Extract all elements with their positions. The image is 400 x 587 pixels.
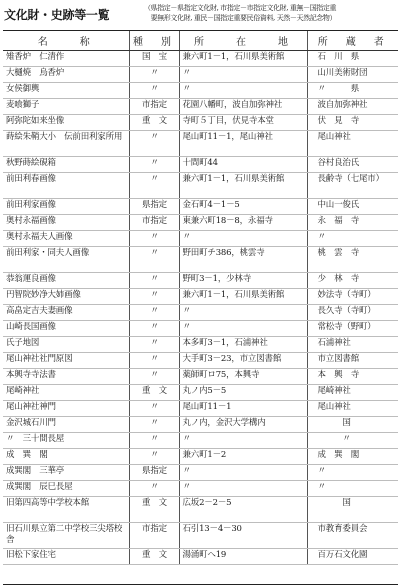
column-header-name: 名 称: [3, 31, 129, 51]
cell-type: 重 文: [129, 549, 179, 565]
table-row: [3, 51, 398, 67]
cell-owner: 尾山神社: [307, 401, 398, 417]
cell-name: 〃 三十間長屋: [3, 433, 129, 449]
cell-type: 県指定: [129, 465, 179, 481]
cell-owner: 常松寺（野町）: [307, 321, 398, 337]
cell-name: 本興寺寺法書: [3, 369, 129, 385]
cell-location: 十間町44: [179, 157, 307, 173]
table-row: [3, 337, 398, 353]
cell-owner: 〃: [307, 231, 398, 247]
page-title: 文化財・史跡等一覧: [4, 8, 110, 22]
column-header-location: 所 在 地: [179, 31, 307, 51]
table-row: [3, 99, 398, 115]
cell-name: 山崎長国画像: [3, 321, 129, 337]
cell-owner: 桃 雲 寺: [307, 247, 398, 273]
cell-type: 〃: [129, 337, 179, 353]
cell-location: 尾山町11－1，尾山神社: [179, 131, 307, 157]
cell-type: 〃: [129, 131, 179, 157]
cell-name: 蒔絵朱鞘大小 伝前田利家所用: [3, 131, 129, 157]
cell-owner: 〃: [307, 433, 398, 449]
cell-name: 尾山神社神門: [3, 401, 129, 417]
cell-type: 〃: [129, 231, 179, 247]
cell-location: 大手町3－23，市立図書館: [179, 353, 307, 369]
cell-type: 市指定: [129, 99, 179, 115]
cell-location: 東兼六町18－8，永福寺: [179, 215, 307, 231]
cell-name: 尾崎神社: [3, 385, 129, 401]
table-row: [3, 369, 398, 385]
table-row: [3, 231, 398, 247]
cell-owner: 伏 見 寺: [307, 115, 398, 131]
cell-location: 〃: [179, 481, 307, 497]
cell-owner: 〃: [307, 481, 398, 497]
cell-location: 尾山町11－1: [179, 401, 307, 417]
table-row: [3, 115, 398, 131]
table-row: [3, 321, 398, 337]
cell-owner: 成 巽 閣: [307, 449, 398, 465]
cell-owner: 本 興 寺: [307, 369, 398, 385]
cell-type: 国 宝: [129, 51, 179, 67]
table-row: [3, 247, 398, 273]
heritage-table: [3, 31, 398, 565]
cell-name: 成巽閣 三華亭: [3, 465, 129, 481]
cell-name: 成 巽 閣: [3, 449, 129, 465]
cell-owner: 〃 県: [307, 83, 398, 99]
table-row: [3, 401, 398, 417]
cell-location: 薬師町ロ75，本興寺: [179, 369, 307, 385]
cell-owner: 山川美術財団: [307, 67, 398, 83]
cell-type: 〃: [129, 353, 179, 369]
cell-owner: 〃: [307, 465, 398, 481]
cell-owner: 国: [307, 417, 398, 433]
table-row: [3, 305, 398, 321]
cell-owner: 百万石文化園: [307, 549, 398, 565]
cell-location: 花園八幡町，波自加弥神社: [179, 99, 307, 115]
table-row: [3, 273, 398, 289]
table-row: [3, 417, 398, 433]
page-header: [4, 3, 398, 29]
table-header-row: [3, 31, 398, 51]
cell-name: 前田利家・同夫人画像: [3, 247, 129, 273]
cell-location: 〃: [179, 433, 307, 449]
cell-type: 〃: [129, 481, 179, 497]
cell-type: 市指定: [129, 523, 179, 549]
cell-name: 旧松下家住宅: [3, 549, 129, 565]
cell-name: 円智院妙净大姉画像: [3, 289, 129, 305]
table-body: [3, 51, 398, 565]
cell-name: 奥村永福画像: [3, 215, 129, 231]
cell-owner: 国: [307, 497, 398, 523]
cell-owner: 石 川 県: [307, 51, 398, 67]
table-row: [3, 497, 398, 523]
cell-location: 〃: [179, 231, 307, 247]
legend-note-line: 要無形文化財, 重民－国指定重要民俗資料, 天然－天然記念物）: [144, 14, 337, 22]
table-row: [3, 157, 398, 173]
table-row: [3, 449, 398, 465]
table-row: [3, 67, 398, 83]
cell-type: 市指定: [129, 215, 179, 231]
table-row: [3, 289, 398, 305]
cell-owner: 長久寺（寺町）: [307, 305, 398, 321]
cell-type: 〃: [129, 67, 179, 83]
cell-name: 高畠定吉夫妻画像: [3, 305, 129, 321]
cell-location: 金石町4－1－5: [179, 199, 307, 215]
cell-type: 〃: [129, 83, 179, 99]
cell-type: 〃: [129, 247, 179, 273]
cell-location: 広坂2－2－5: [179, 497, 307, 523]
table-row: [3, 83, 398, 99]
table-row: [3, 481, 398, 497]
cell-type: 〃: [129, 157, 179, 173]
cell-type: 〃: [129, 321, 179, 337]
cell-type: 〃: [129, 449, 179, 465]
cell-owner: 永 福 寺: [307, 215, 398, 231]
cell-owner: 長齢寺（七尾市）: [307, 173, 398, 199]
cell-owner: 波自加弥神社: [307, 99, 398, 115]
table-row: [3, 385, 398, 401]
cell-type: 〃: [129, 433, 179, 449]
cell-type: 〃: [129, 369, 179, 385]
cell-location: 丸ノ内5－5: [179, 385, 307, 401]
cell-owner: 市立図書館: [307, 353, 398, 369]
cell-location: 丸ノ内，金沢大学構内: [179, 417, 307, 433]
cell-type: 重 文: [129, 115, 179, 131]
cell-owner: 石浦神社: [307, 337, 398, 353]
cell-owner: 中山一俊氏: [307, 199, 398, 215]
table-row: [3, 433, 398, 449]
cell-name: 尾山神社社門原図: [3, 353, 129, 369]
cell-name: 奥村永福夫人画像: [3, 231, 129, 247]
cell-location: 〃: [179, 321, 307, 337]
cell-location: 湯涌町へ19: [179, 549, 307, 565]
cell-location: 本多町3－1，石浦神社: [179, 337, 307, 353]
cell-type: 〃: [129, 417, 179, 433]
cell-location: 野町3－1，少林寺: [179, 273, 307, 289]
cell-location: 野田町チ386，桃雲寺: [179, 247, 307, 273]
cell-location: 〃: [179, 465, 307, 481]
cell-owner: 尾山神社: [307, 131, 398, 157]
cell-name: 氏子地図: [3, 337, 129, 353]
cell-name: 秋野蒔絵硯箱: [3, 157, 129, 173]
table-row: [3, 199, 398, 215]
cell-location: 兼六町1－1，石川県美術館: [179, 289, 307, 305]
cell-location: 兼六町1－2: [179, 449, 307, 465]
legend-note: [144, 3, 336, 23]
cell-name: 旧石川県立第二中学校三尖塔校舎: [3, 523, 129, 549]
cell-type: 〃: [129, 273, 179, 289]
cell-name: 前田利春画像: [3, 173, 129, 199]
cell-name: 阿弥陀如来坐像: [3, 115, 129, 131]
cell-location: 石引13－4－30: [179, 523, 307, 549]
cell-owner: 妙法寺（寺町）: [307, 289, 398, 305]
cell-location: 〃: [179, 67, 307, 83]
cell-location: 〃: [179, 83, 307, 99]
cell-name: 旧第四高等中学校本館: [3, 497, 129, 523]
cell-location: 寺町５丁目，伏見寺本堂: [179, 115, 307, 131]
cell-name: 雉香炉 仁清作: [3, 51, 129, 67]
cell-type: 〃: [129, 289, 179, 305]
cell-name: 成巽閣 辰巳長屋: [3, 481, 129, 497]
table-row: [3, 131, 398, 157]
table-row: [3, 215, 398, 231]
cell-type: 〃: [129, 173, 179, 199]
cell-location: 〃: [179, 305, 307, 321]
cell-location: 兼六町1－1，石川県美術館: [179, 51, 307, 67]
cell-name: 前田利家画像: [3, 199, 129, 215]
cell-owner: 尾崎神社: [307, 385, 398, 401]
table-row: [3, 465, 398, 481]
legend-note-line: （県指定－県指定文化財, 市指定－市指定文化財, 重無－国指定重: [144, 4, 337, 12]
cell-name: 麦喰獅子: [3, 99, 129, 115]
cell-owner: 市教育委員会: [307, 523, 398, 549]
table-row: [3, 353, 398, 369]
table-row: [3, 549, 398, 565]
column-header-owner: 所 蔵 者: [307, 31, 398, 51]
column-header-type: 種 別: [129, 31, 179, 51]
cell-type: 重 文: [129, 385, 179, 401]
cell-location: 兼六町1－1，石川県美術館: [179, 173, 307, 199]
table-row: [3, 173, 398, 199]
cell-type: 県指定: [129, 199, 179, 215]
heritage-table-wrapper: [3, 30, 398, 585]
cell-type: 〃: [129, 305, 179, 321]
cell-owner: 谷村良治氏: [307, 157, 398, 173]
cell-owner: 少 林 寺: [307, 273, 398, 289]
cell-name: 大樋焼 烏香炉: [3, 67, 129, 83]
cell-name: 恭翁運良画像: [3, 273, 129, 289]
table-row: [3, 523, 398, 549]
cell-name: 女侯御輿: [3, 83, 129, 99]
cell-type: 重 文: [129, 497, 179, 523]
cell-name: 金沢城石川門: [3, 417, 129, 433]
cell-type: 〃: [129, 401, 179, 417]
